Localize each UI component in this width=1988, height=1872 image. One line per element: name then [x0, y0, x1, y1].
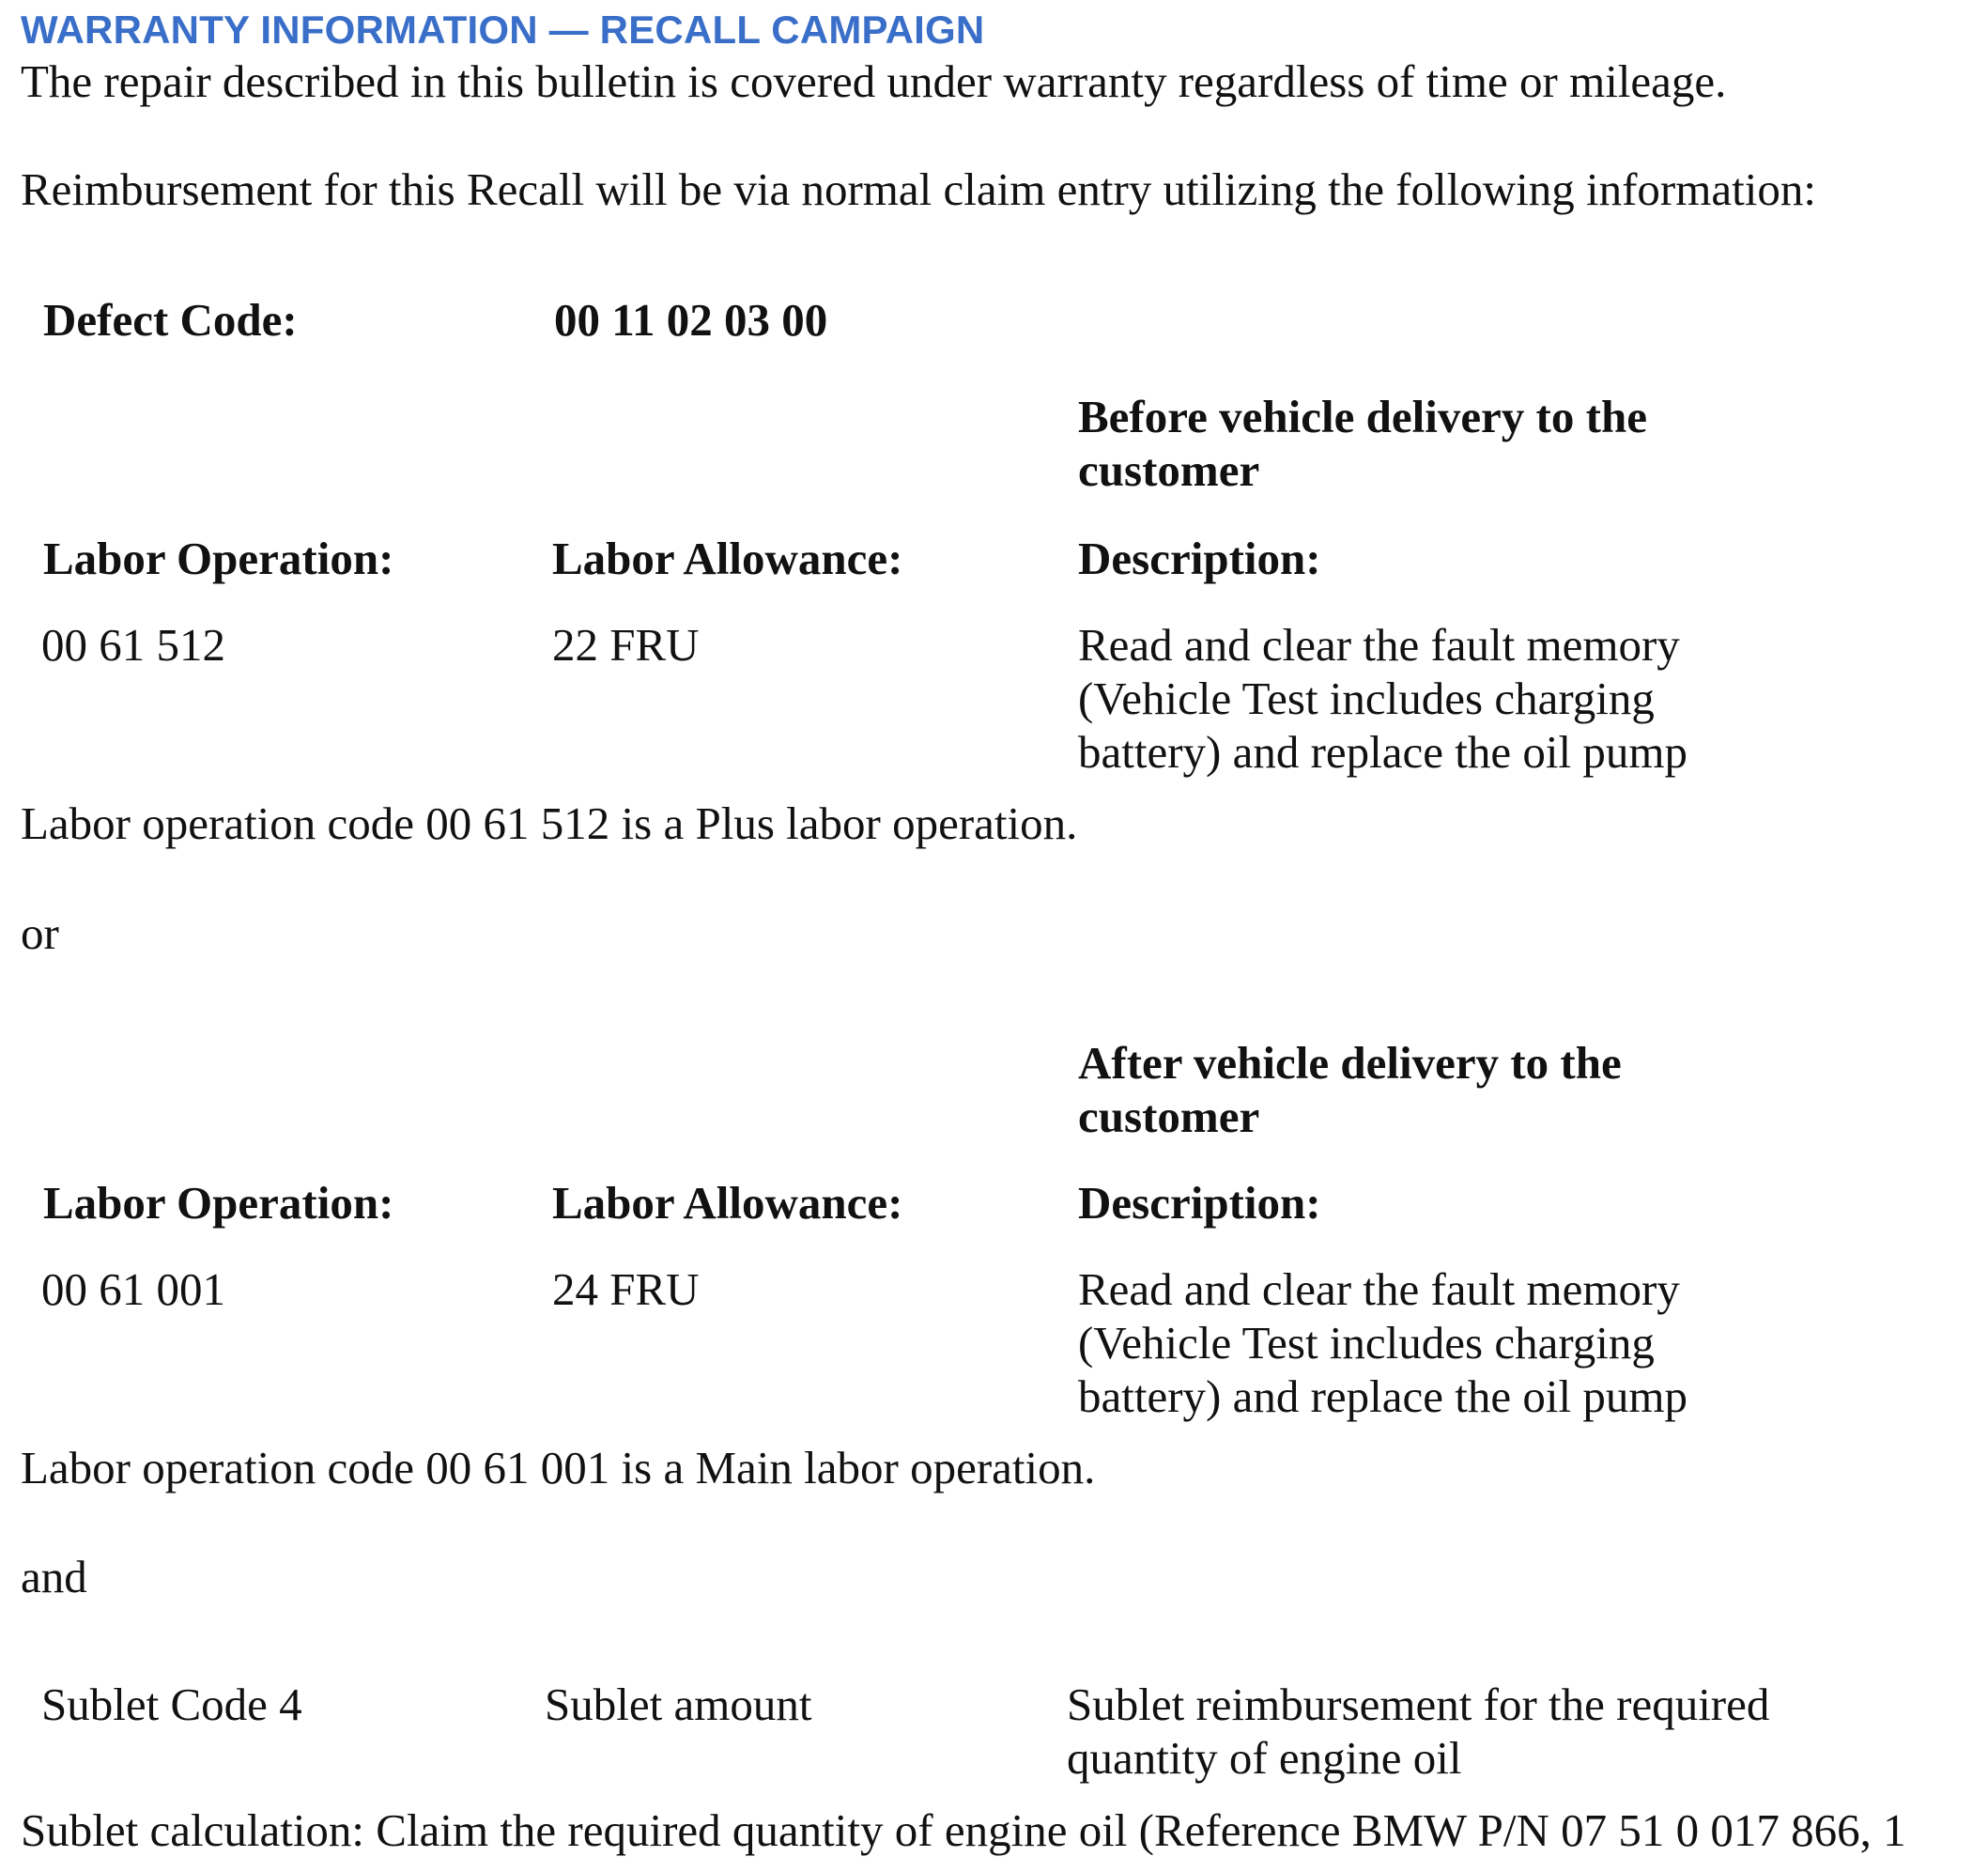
before-description-line3: battery) and replace the oil pump	[1078, 726, 1687, 778]
sublet-code: Sublet Code 4	[41, 1679, 302, 1730]
before-labor-operation-value: 00 61 512	[41, 619, 225, 671]
after-description-line1: Read and clear the fault memory	[1078, 1263, 1680, 1315]
before-labor-note: Labor operation code 00 61 512 is a Plus labor operation.	[21, 797, 1078, 849]
separator-or: or	[21, 907, 59, 959]
after-labor-operation-header: Labor Operation:	[43, 1177, 394, 1229]
before-labor-allowance-value: 22 FRU	[552, 619, 700, 671]
before-description-line2: (Vehicle Test includes charging	[1078, 673, 1655, 724]
after-description-header: Description:	[1078, 1177, 1321, 1229]
after-labor-operation-value: 00 61 001	[41, 1263, 225, 1315]
after-description-line3: battery) and replace the oil pump	[1078, 1370, 1687, 1422]
sublet-amount: Sublet amount	[545, 1679, 812, 1730]
reimbursement-text: Reimbursement for this Recall will be via normal claim entry utilizing the following information:	[21, 163, 1816, 215]
after-section-title-line1: After vehicle delivery to the	[1078, 1037, 1622, 1089]
after-description-line2: (Vehicle Test includes charging	[1078, 1317, 1655, 1369]
after-labor-allowance-value: 24 FRU	[552, 1263, 700, 1315]
sublet-description-line1: Sublet reimbursement for the required	[1067, 1679, 1770, 1730]
after-section-title-line2: customer	[1078, 1091, 1260, 1142]
before-labor-allowance-header: Labor Allowance:	[552, 533, 903, 584]
separator-and: and	[21, 1551, 87, 1602]
before-section-title-line1: Before vehicle delivery to the	[1078, 391, 1647, 442]
before-section-title-line2: customer	[1078, 444, 1260, 496]
after-labor-note: Labor operation code 00 61 001 is a Main labor operation.	[21, 1442, 1096, 1493]
sublet-description-line2: quantity of engine oil	[1067, 1732, 1462, 1784]
defect-code-value: 00 11 02 03 00	[554, 294, 828, 346]
defect-code-label: Defect Code:	[43, 294, 298, 346]
sublet-calculation: Sublet calculation: Claim the required quantity of engine oil (Reference BMW P/N 07 51 0 017 866, 1	[21, 1804, 1906, 1856]
after-labor-allowance-header: Labor Allowance:	[552, 1177, 903, 1229]
coverage-text: The repair described in this bulletin is covered under warranty regardless of time or mileage.	[21, 55, 1727, 107]
before-labor-operation-header: Labor Operation:	[43, 533, 394, 584]
section-heading: WARRANTY INFORMATION — RECALL CAMPAIGN	[21, 8, 985, 52]
before-description-line1: Read and clear the fault memory	[1078, 619, 1680, 671]
before-description-header: Description:	[1078, 533, 1321, 584]
